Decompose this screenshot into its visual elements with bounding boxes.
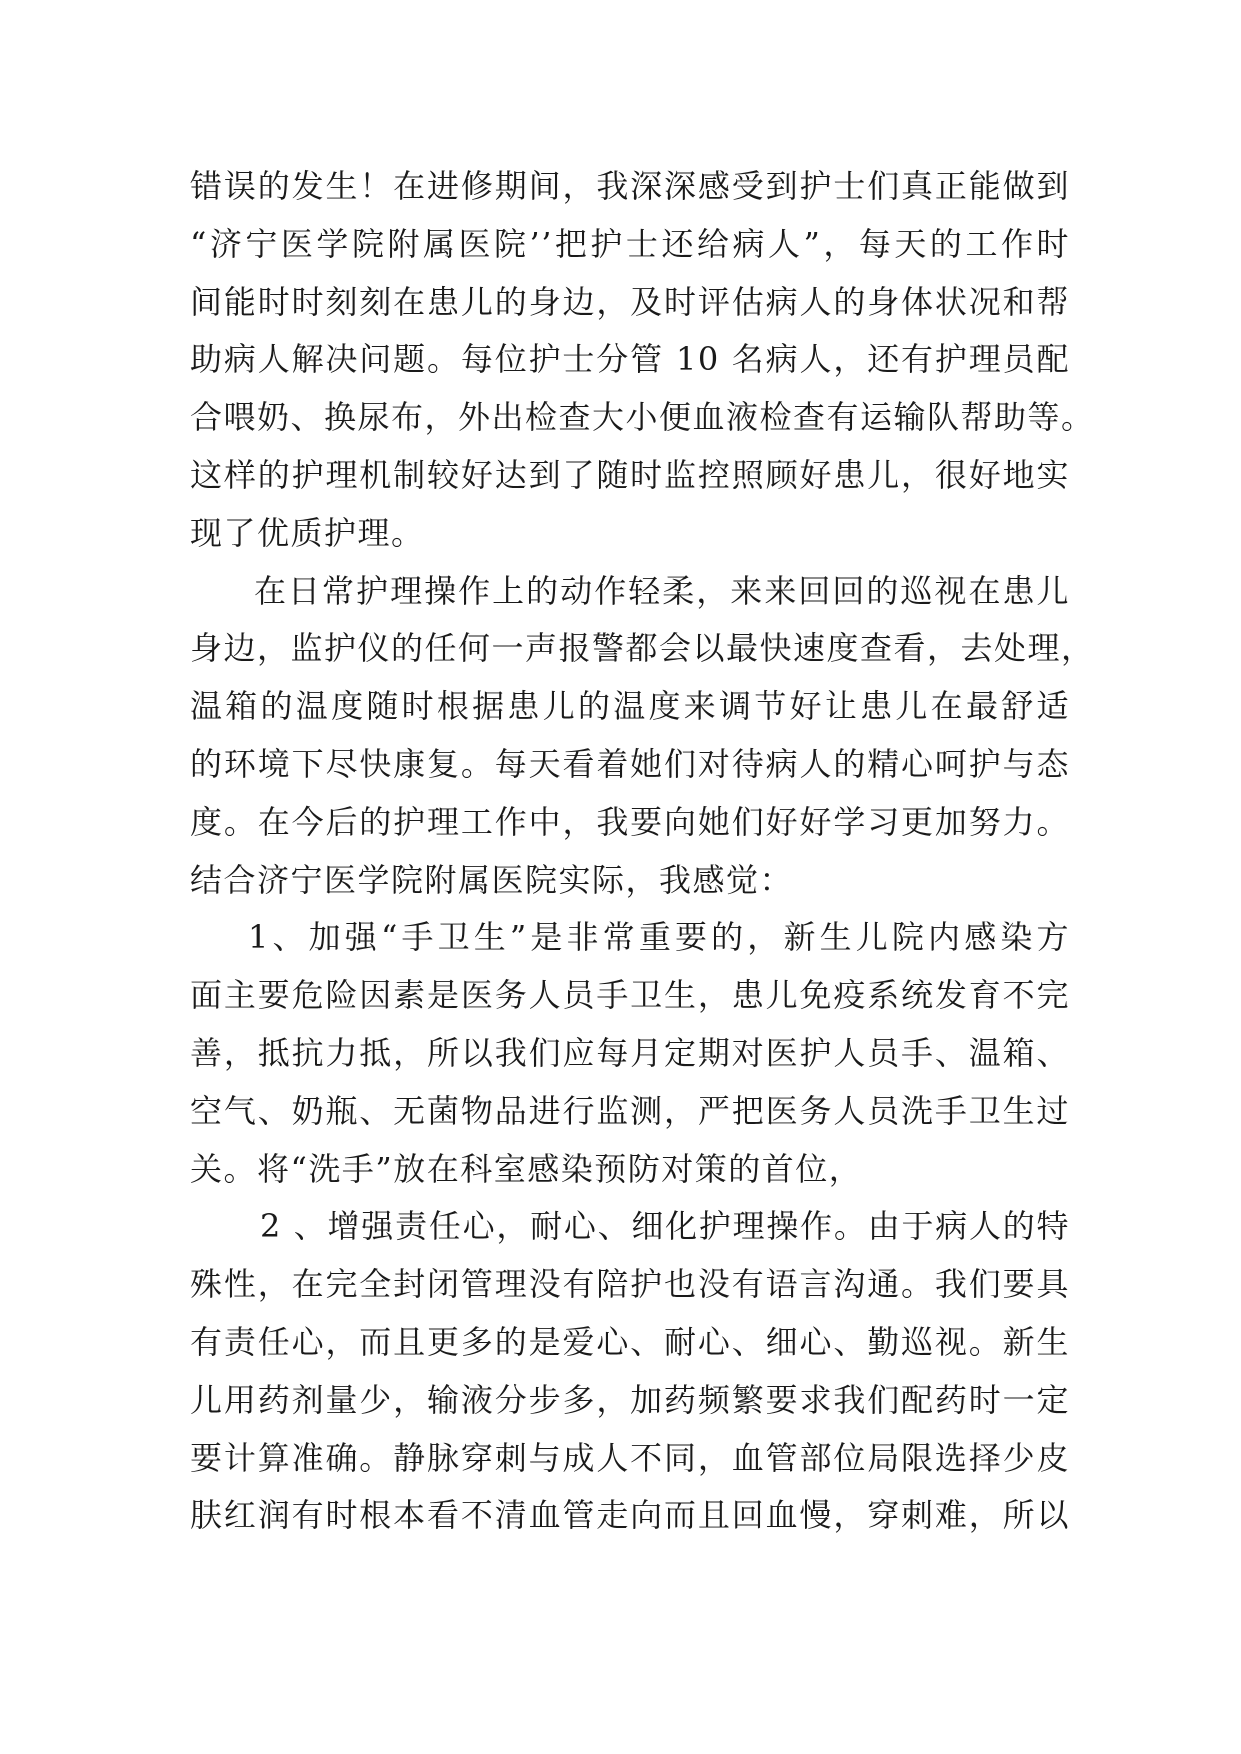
text-line: 面主要危险因素是医务人员手卫生，患儿免疫系统发育不完: [190, 976, 1070, 1015]
text-line: 助病人解决问题。每位护士分管 10 名病人，还有护理员配: [190, 340, 1070, 379]
numbered-item-1-line: 1、加强“手卫生”是非常重要的，新生儿院内感染方: [248, 918, 1070, 957]
text-line: 肤红润有时根本看不清血管走向而且回血慢，穿刺难，所以: [190, 1496, 1070, 1535]
text-line: 空气、奶瓶、无菌物品进行监测，严把医务人员洗手卫生过: [190, 1091, 1070, 1130]
text-line: 有责任心，而且更多的是爱心、耐心、细心、勤巡视。新生: [190, 1322, 1070, 1361]
text-line: 儿用药剂量少，输液分步多，加药频繁要求我们配药时一定: [190, 1380, 1070, 1419]
text-line: 现了优质护理。: [190, 513, 425, 552]
paragraph-start-line: 在日常护理操作上的动作轻柔，来来回回的巡视在患儿: [254, 571, 1070, 610]
text-line: 善，抵抗力抵，所以我们应每月定期对医护人员手、温箱、: [190, 1033, 1070, 1072]
text-line: 关。将“洗手”放在科室感染预防对策的首位，: [190, 1149, 863, 1188]
text-line: 的环境下尽快康复。每天看着她们对待病人的精心呵护与态: [190, 744, 1070, 783]
text-line: 度。在今后的护理工作中，我要向她们好好学习更加努力。: [190, 802, 1070, 841]
text-line: 错误的发生！在进修期间，我深深感受到护士们真正能做到: [190, 167, 1070, 205]
text-line: 要计算准确。静脉穿刺与成人不同，血管部位局限选择少皮: [190, 1438, 1070, 1477]
text-line: 合喂奶、换尿布，外出检查大小便血液检查有运输队帮助等。: [190, 398, 1095, 437]
text-line: “济宁医学院附属医院’’把护士还给病人”，每天的工作时: [190, 224, 1070, 263]
numbered-item-2-line: 2 、增强责任心，耐心、细化护理操作。由于病人的特: [260, 1207, 1070, 1246]
text-line: 殊性，在完全封闭管理没有陪护也没有语言沟通。我们要具: [190, 1265, 1070, 1304]
text-line: 温箱的温度随时根据患儿的温度来调节好让患儿在最舒适: [190, 687, 1070, 726]
text-line: 结合济宁医学院附属医院实际，我感觉：: [190, 860, 794, 899]
text-line: 这样的护理机制较好达到了随时监控照顾好患儿，很好地实: [190, 455, 1070, 494]
text-line: 身边，监护仪的任何一声报警都会以最快速度查看，去处理，: [190, 629, 1095, 668]
text-line: 间能时时刻刻在患儿的身边，及时评估病人的身体状况和帮: [190, 282, 1070, 321]
document-body: [190, 158, 1095, 1545]
